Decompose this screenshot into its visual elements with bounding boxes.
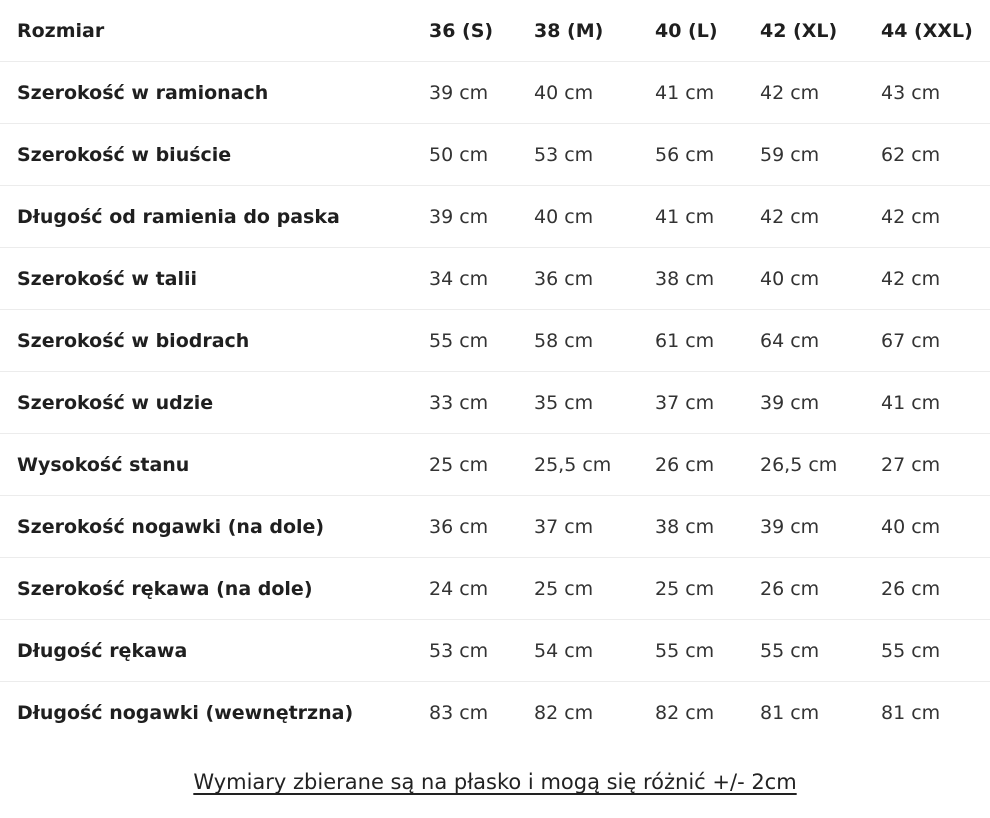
table-cell: 36 cm <box>534 248 655 310</box>
table-cell: 53 cm <box>429 620 534 682</box>
table-cell: 42 cm <box>881 248 990 310</box>
table-row <box>0 682 990 744</box>
table-row <box>0 310 990 372</box>
table-cell: 41 cm <box>655 62 760 124</box>
table-cell: 40 cm <box>760 248 881 310</box>
row-label: Długość nogawki (wewnętrzna) <box>17 701 354 724</box>
table-cell: 41 cm <box>881 372 990 434</box>
table-cell: 40 cm <box>534 62 655 124</box>
table-cell: 39 cm <box>429 62 534 124</box>
table-cell: 82 cm <box>655 701 715 724</box>
table-cell: 67 cm <box>881 310 990 372</box>
row-label: Długość rękawa <box>0 620 429 682</box>
row-label: Szerokość w biuście <box>0 124 429 186</box>
row-label: Szerokość rękawa (na dole) <box>0 558 429 620</box>
table-cell: 83 cm <box>429 701 489 724</box>
table-row <box>0 496 990 558</box>
table-cell: 26,5 cm <box>760 434 881 496</box>
table-cell: 26 cm <box>655 434 760 496</box>
header-size: 44 (XXL) <box>881 0 990 62</box>
table-cell: 26 cm <box>760 558 881 620</box>
header-size: 38 (M) <box>534 0 655 62</box>
table-cell: 35 cm <box>534 372 655 434</box>
row-label: Szerokość w talii <box>0 248 429 310</box>
table-row <box>0 124 990 186</box>
table-cell: 27 cm <box>881 434 990 496</box>
table-cell: 37 cm <box>534 496 655 558</box>
table-cell: 61 cm <box>655 310 760 372</box>
header-size: 42 (XL) <box>760 0 881 62</box>
table-cell: 58 cm <box>534 310 655 372</box>
table-row <box>0 558 990 620</box>
table-cell: 55 cm <box>429 310 534 372</box>
header-size: 36 (S) <box>429 0 534 62</box>
table-cell: 37 cm <box>655 372 760 434</box>
table-cell: 81 cm <box>881 701 941 724</box>
table-cell: 42 cm <box>760 62 881 124</box>
table-cell: 55 cm <box>655 620 760 682</box>
row-label: Szerokość w udzie <box>0 372 429 434</box>
table-cell: 25 cm <box>534 558 655 620</box>
table-cell: 42 cm <box>760 186 881 248</box>
table-cell: 54 cm <box>534 620 655 682</box>
table-cell: 82 cm <box>534 701 594 724</box>
table-cell: 64 cm <box>760 310 881 372</box>
table-row <box>0 372 990 434</box>
table-cell: 42 cm <box>881 186 990 248</box>
row-label: Długość od ramienia do paska <box>0 186 429 248</box>
table-cell: 55 cm <box>881 620 990 682</box>
table-cell: 25 cm <box>429 434 534 496</box>
table-cell: 34 cm <box>429 248 534 310</box>
table-cell: 56 cm <box>655 124 760 186</box>
table-cell: 50 cm <box>429 124 534 186</box>
table-cell: 40 cm <box>534 186 655 248</box>
measurement-footnote: Wymiary zbierane są na płasko i mogą się różnić +/- 2cm <box>193 770 797 794</box>
table-cell: 39 cm <box>760 496 881 558</box>
table-row <box>0 434 990 496</box>
table-cell: 38 cm <box>655 496 760 558</box>
header-size: 40 (L) <box>655 0 760 62</box>
table-cell: 43 cm <box>881 62 990 124</box>
table-row <box>0 620 990 682</box>
table-cell: 59 cm <box>760 124 881 186</box>
table-row <box>0 248 990 310</box>
row-label: Szerokość nogawki (na dole) <box>0 496 429 558</box>
table-cell: 41 cm <box>655 186 760 248</box>
table-cell: 53 cm <box>534 124 655 186</box>
table-cell: 36 cm <box>429 496 534 558</box>
row-label: Szerokość w ramionach <box>0 62 429 124</box>
table-cell: 25,5 cm <box>534 434 655 496</box>
table-cell: 39 cm <box>760 372 881 434</box>
table-row <box>0 186 990 248</box>
row-label: Wysokość stanu <box>0 434 429 496</box>
table-cell: 40 cm <box>881 496 990 558</box>
table-cell: 39 cm <box>429 186 534 248</box>
table-cell: 38 cm <box>655 248 760 310</box>
table-cell: 62 cm <box>881 124 990 186</box>
table-cell: 25 cm <box>655 558 760 620</box>
table-cell: 55 cm <box>760 620 881 682</box>
table-cell: 81 cm <box>760 701 820 724</box>
table-cell: 26 cm <box>881 558 990 620</box>
table-cell: 24 cm <box>429 558 534 620</box>
table-header-row <box>0 0 990 62</box>
row-label: Szerokość w biodrach <box>0 310 429 372</box>
table-row <box>0 62 990 124</box>
table-cell: 33 cm <box>429 372 534 434</box>
header-corner-label: Rozmiar <box>0 0 429 62</box>
